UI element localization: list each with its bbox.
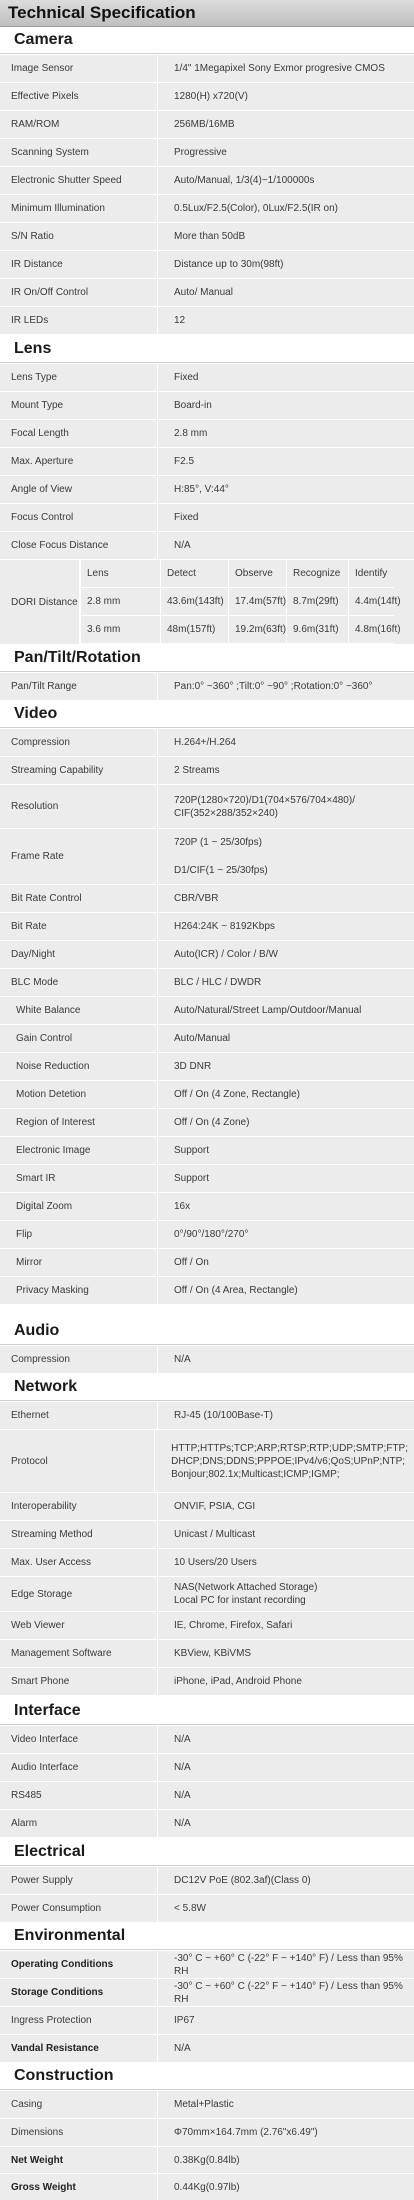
frame-rate-values <box>158 829 414 884</box>
dori-cell: 19.2m(63ft) <box>228 616 286 644</box>
spec-row <box>0 504 414 531</box>
spec-value: Off / On (4 Zone, Rectangle) <box>174 1089 300 1100</box>
spec-label: Angle of View <box>0 476 158 503</box>
spec-label: Smart Phone <box>0 1668 158 1695</box>
spec-row <box>0 167 414 194</box>
dori-cell: 48m(157ft) <box>160 616 228 644</box>
spec-row <box>0 1221 414 1248</box>
spec-value: 12 <box>174 315 186 326</box>
spec-label: Max. User Access <box>0 1549 158 1576</box>
spec-row <box>0 1277 414 1304</box>
spec-value: Auto(ICR) / Color / B/W <box>174 949 278 960</box>
spec-row <box>0 885 414 912</box>
spec-value: H:85°, V:44° <box>174 484 229 495</box>
spec-label: Protocol <box>0 1430 155 1492</box>
spec-label: Compression <box>0 1346 158 1373</box>
spec-value: Unicast / Multicast <box>174 1529 256 1540</box>
spec-label: Resolution <box>0 785 158 828</box>
spec-label: Audio Interface <box>0 1754 158 1781</box>
spec-row <box>0 1951 414 1978</box>
spec-value: 1/4" 1Megapixel Sony Exmor progresive CMOS <box>174 63 385 74</box>
spec-value: DC12V PoE (802.3af)(Class 0) <box>174 1875 311 1886</box>
spec-value: N/A <box>174 1762 191 1773</box>
spec-row <box>0 2174 414 2200</box>
spec-label: Flip <box>0 1221 158 1248</box>
spec-label: BLC Mode <box>0 969 158 996</box>
spec-value: More than 50dB <box>174 231 246 242</box>
spec-row <box>0 1754 414 1781</box>
dori-table <box>80 560 414 644</box>
spec-row <box>0 223 414 250</box>
spec-row <box>0 1137 414 1164</box>
spec-row <box>0 1521 414 1548</box>
spec-label: Motion Detetion <box>0 1081 158 1108</box>
page-title-text: Technical Specification <box>8 3 196 22</box>
spec-label: Alarm <box>0 1810 158 1837</box>
section-network-heading: Network <box>14 1378 78 1395</box>
spec-label: Privacy Masking <box>0 1277 158 1304</box>
spec-label: Electronic Image <box>0 1137 158 1164</box>
spec-value: 16x <box>174 1201 191 1212</box>
spec-row <box>0 139 414 166</box>
spec-value: N/A <box>174 1354 191 1365</box>
dori-cell: 4.4m(14ft) <box>348 588 394 616</box>
frame-rate-row <box>0 829 414 884</box>
section-audio-heading: Audio <box>14 1322 60 1339</box>
spec-value: IP67 <box>174 2015 195 2026</box>
spec-row <box>0 1810 414 1837</box>
spec-value: Φ70mm×164.7mm (2.76"x6.49") <box>174 2127 318 2138</box>
spec-label: Ingress Protection <box>0 2007 158 2034</box>
spec-label: Interoperability <box>0 1493 158 1520</box>
spec-value: Off / On <box>174 1257 209 1268</box>
spec-label: Gross Weight <box>0 2174 158 2200</box>
frame-rate-value: 720P (1 ~ 25/30fps) <box>174 837 262 849</box>
spec-label: Power Supply <box>0 1867 158 1894</box>
spec-row <box>0 55 414 82</box>
spec-label: Smart IR <box>0 1165 158 1192</box>
spec-label: DORI Distance <box>0 560 80 644</box>
spec-row <box>0 1726 414 1753</box>
spec-label: Video Interface <box>0 1726 158 1753</box>
dori-cell: 17.4m(57ft) <box>228 588 286 616</box>
spec-label: Noise Reduction <box>0 1053 158 1080</box>
spec-row <box>0 1493 414 1520</box>
spec-label: Image Sensor <box>0 55 158 82</box>
spec-row <box>0 364 414 391</box>
spec-value: 720P(1280×720)/D1(704×576/704×480)/ CIF(352×288/352×240) <box>174 794 355 819</box>
spec-row <box>0 785 414 828</box>
spec-value: F2.5 <box>174 456 195 467</box>
spec-value: Auto/ Manual <box>174 287 233 298</box>
spec-label: Effective Pixels <box>0 83 158 110</box>
spec-row <box>0 83 414 110</box>
spec-label: Max. Aperture <box>0 448 158 475</box>
dori-cell: 4.8m(16ft) <box>348 616 394 644</box>
spec-value: 2.8 mm <box>174 428 208 439</box>
spec-label: Storage Conditions <box>0 1979 158 2006</box>
spec-label: Day/Night <box>0 941 158 968</box>
spec-row <box>0 2119 414 2146</box>
spec-row <box>0 1193 414 1220</box>
dori-cell: 8.7m(29ft) <box>286 588 348 616</box>
dori-header-detect: Detect <box>160 560 228 588</box>
page-title <box>0 0 414 27</box>
spec-label: Streaming Capability <box>0 757 158 784</box>
spec-value: Distance up to 30m(98ft) <box>174 259 284 270</box>
section-ptr-heading: Pan/Tilt/Rotation <box>14 649 141 666</box>
section-video <box>0 701 414 728</box>
spec-label: Scanning System <box>0 139 158 166</box>
section-construction-heading: Construction <box>14 2067 114 2084</box>
spec-value: N/A <box>174 2043 191 2054</box>
spec-row <box>0 448 414 475</box>
spec-row <box>0 1867 414 1894</box>
spec-label: Dimensions <box>0 2119 158 2146</box>
spec-value: CBR/VBR <box>174 893 219 904</box>
spec-row <box>0 1249 414 1276</box>
spec-label: Net Weight <box>0 2147 158 2173</box>
spec-row <box>0 1109 414 1136</box>
spec-label: S/N Ratio <box>0 223 158 250</box>
section-interface-heading: Interface <box>14 1702 81 1719</box>
spec-row <box>0 997 414 1024</box>
spec-value: N/A <box>174 1790 191 1801</box>
spec-row <box>0 1577 414 1611</box>
spec-value: NAS(Network Attached Storage) Local PC for instant recording <box>174 1582 318 1606</box>
dori-cell: 3.6 mm <box>80 616 160 644</box>
spec-row <box>0 941 414 968</box>
spec-label: Ethernet <box>0 1402 158 1429</box>
dori-cell: 43.6m(143ft) <box>160 588 228 616</box>
spec-label: Minimum Illumination <box>0 195 158 222</box>
spec-row <box>0 1549 414 1576</box>
spec-value: Auto/Natural/Street Lamp/Outdoor/Manual <box>174 1005 362 1016</box>
spec-row <box>0 969 414 996</box>
spec-row <box>0 1640 414 1667</box>
spec-value: Fixed <box>174 372 199 383</box>
spec-label: Bit Rate <box>0 913 158 940</box>
spec-value: 2 Streams <box>174 765 220 776</box>
section-lens <box>0 336 414 363</box>
section-lens-heading: Lens <box>14 340 52 357</box>
spec-value: N/A <box>174 540 191 551</box>
dori-cell: 2.8 mm <box>80 588 160 616</box>
spec-row <box>0 1979 414 2006</box>
frame-rate-value: D1/CIF(1 ~ 25/30fps) <box>174 864 268 876</box>
spec-value: H.264+/H.264 <box>174 737 236 748</box>
spec-row <box>0 476 414 503</box>
spec-value: Metal+Plastic <box>174 2099 234 2110</box>
spec-label: Bit Rate Control <box>0 885 158 912</box>
dori-header-lens: Lens <box>80 560 160 588</box>
dori-header-observe: Observe <box>228 560 286 588</box>
spec-row <box>0 195 414 222</box>
spec-value: -30° C ~ +60° C (-22° F ~ +140° F) / Less than 95% RH <box>174 1980 403 2005</box>
spec-row <box>0 673 414 700</box>
section-interface <box>0 1698 414 1725</box>
spec-label: IR On/Off Control <box>0 279 158 306</box>
spec-label: Close Focus Distance <box>0 532 158 559</box>
spec-row <box>0 729 414 756</box>
spec-value: BLC / HLC / DWDR <box>174 977 262 988</box>
spec-row <box>0 532 414 559</box>
spec-label: Vandal Resistance <box>0 2035 158 2062</box>
spec-label: Streaming Method <box>0 1521 158 1548</box>
dori-header-recognize: Recognize <box>286 560 348 588</box>
spec-row <box>0 1402 414 1429</box>
spec-row <box>0 2147 414 2173</box>
spec-value: 0.38Kg(0.84lb) <box>174 2154 240 2166</box>
spec-row <box>0 913 414 940</box>
spec-row <box>0 1782 414 1809</box>
spec-label: Mount Type <box>0 392 158 419</box>
section-network <box>0 1374 414 1401</box>
spec-value: Fixed <box>174 512 199 523</box>
spec-row <box>0 1895 414 1922</box>
spec-label: Operating Conditions <box>0 1951 158 1978</box>
spec-value: Off / On (4 Zone) <box>174 1117 250 1128</box>
section-camera <box>0 27 414 54</box>
spec-label: IR LEDs <box>0 307 158 334</box>
spec-value: Board-in <box>174 400 212 411</box>
spec-value: -30° C ~ +60° C (-22° F ~ +140° F) / Less than 95% RH <box>174 1952 403 1977</box>
spec-value: IE, Chrome, Firefox, Safari <box>174 1620 293 1631</box>
spec-value: Progressive <box>174 147 227 158</box>
spec-value: Off / On (4 Area, Rectangle) <box>174 1285 298 1296</box>
spec-row <box>0 420 414 447</box>
spec-label: Focus Control <box>0 504 158 531</box>
spec-label: Edge Storage <box>0 1577 158 1611</box>
spec-label: Electronic Shutter Speed <box>0 167 158 194</box>
spec-label: RAM/ROM <box>0 111 158 138</box>
section-environmental-heading: Environmental <box>14 1927 126 1944</box>
spec-value: Support <box>174 1173 210 1184</box>
spec-label: Region of Interest <box>0 1109 158 1136</box>
spec-value: HTTP;HTTPs;TCP;ARP;RTSP;RTP;UDP;SMTP;FTP; DHCP;DNS;DDNS;PPPOE;IPv4/v6;QoS;UPnP;NTP; Bonjour;802.1x;Multicast;ICMP;IGMP; <box>171 1442 408 1480</box>
spec-label: Frame Rate <box>0 829 158 884</box>
section-electrical <box>0 1839 414 1866</box>
spec-label: IR Distance <box>0 251 158 278</box>
dori-header-identify: Identify <box>348 560 394 588</box>
spec-row <box>0 1668 414 1695</box>
spec-value: Pan:0° ~360° ;Tilt:0° ~90° ;Rotation:0° ~360° <box>174 681 373 692</box>
spec-value: ONVIF, PSIA, CGI <box>174 1501 256 1512</box>
spec-value: 0.44Kg(0.97lb) <box>174 2181 240 2193</box>
spec-value: 0°/90°/180°/270° <box>174 1229 249 1240</box>
spec-row <box>0 1430 414 1492</box>
spec-value: H264:24K ~ 8192Kbps <box>174 921 275 932</box>
spec-row <box>0 1081 414 1108</box>
spec-label: Management Software <box>0 1640 158 1667</box>
spec-value: iPhone, iPad, Android Phone <box>174 1676 302 1687</box>
spec-value: 10 Users/20 Users <box>174 1557 257 1568</box>
spec-row <box>0 2007 414 2034</box>
spec-value: KBView, KBiVMS <box>174 1648 252 1659</box>
spec-row <box>0 1053 414 1080</box>
spec-label: Gain Control <box>0 1025 158 1052</box>
spec-label: Web Viewer <box>0 1612 158 1639</box>
spec-row <box>0 2091 414 2118</box>
spec-row <box>0 1165 414 1192</box>
spec-row <box>0 2035 414 2062</box>
section-environmental <box>0 1923 414 1950</box>
spec-label: Mirror <box>0 1249 158 1276</box>
spec-label: Lens Type <box>0 364 158 391</box>
spec-value: RJ-45 (10/100Base-T) <box>174 1410 273 1421</box>
spec-row <box>0 251 414 278</box>
spec-label: Casing <box>0 2091 158 2118</box>
spec-label: Digital Zoom <box>0 1193 158 1220</box>
spec-row <box>0 111 414 138</box>
spec-row <box>0 307 414 334</box>
section-audio <box>0 1318 414 1345</box>
spec-row <box>0 1025 414 1052</box>
spec-value: < 5.8W <box>174 1903 206 1914</box>
spec-value: 3D DNR <box>174 1061 212 1072</box>
spec-label: Power Consumption <box>0 1895 158 1922</box>
spec-row <box>0 757 414 784</box>
spec-row <box>0 1612 414 1639</box>
spec-label: White Balance <box>0 997 158 1024</box>
spec-label: RS485 <box>0 1782 158 1809</box>
spec-value: N/A <box>174 1734 191 1745</box>
section-video-heading: Video <box>14 705 58 722</box>
dori-cell: 9.6m(31ft) <box>286 616 348 644</box>
spec-value: Auto/Manual <box>174 1033 231 1044</box>
spec-value: Auto/Manual, 1/3(4)~1/100000s <box>174 175 315 186</box>
spec-label: Pan/Tilt Range <box>0 673 158 700</box>
spec-value: N/A <box>174 1818 191 1829</box>
section-camera-heading: Camera <box>14 31 73 48</box>
dori-distance-row <box>0 560 414 644</box>
spec-row <box>0 1346 414 1373</box>
spec-value: 1280(H) x720(V) <box>174 91 248 102</box>
spec-label: Compression <box>0 729 158 756</box>
section-pan-tilt-rotation <box>0 645 414 672</box>
spec-label: Focal Length <box>0 420 158 447</box>
spec-value: 0.5Lux/F2.5(Color), 0Lux/F2.5(IR on) <box>174 203 338 214</box>
section-construction <box>0 2063 414 2090</box>
spec-row <box>0 392 414 419</box>
spec-value: 256MB/16MB <box>174 119 235 130</box>
spec-value: Support <box>174 1145 210 1156</box>
spec-row <box>0 279 414 306</box>
section-electrical-heading: Electrical <box>14 1843 86 1860</box>
